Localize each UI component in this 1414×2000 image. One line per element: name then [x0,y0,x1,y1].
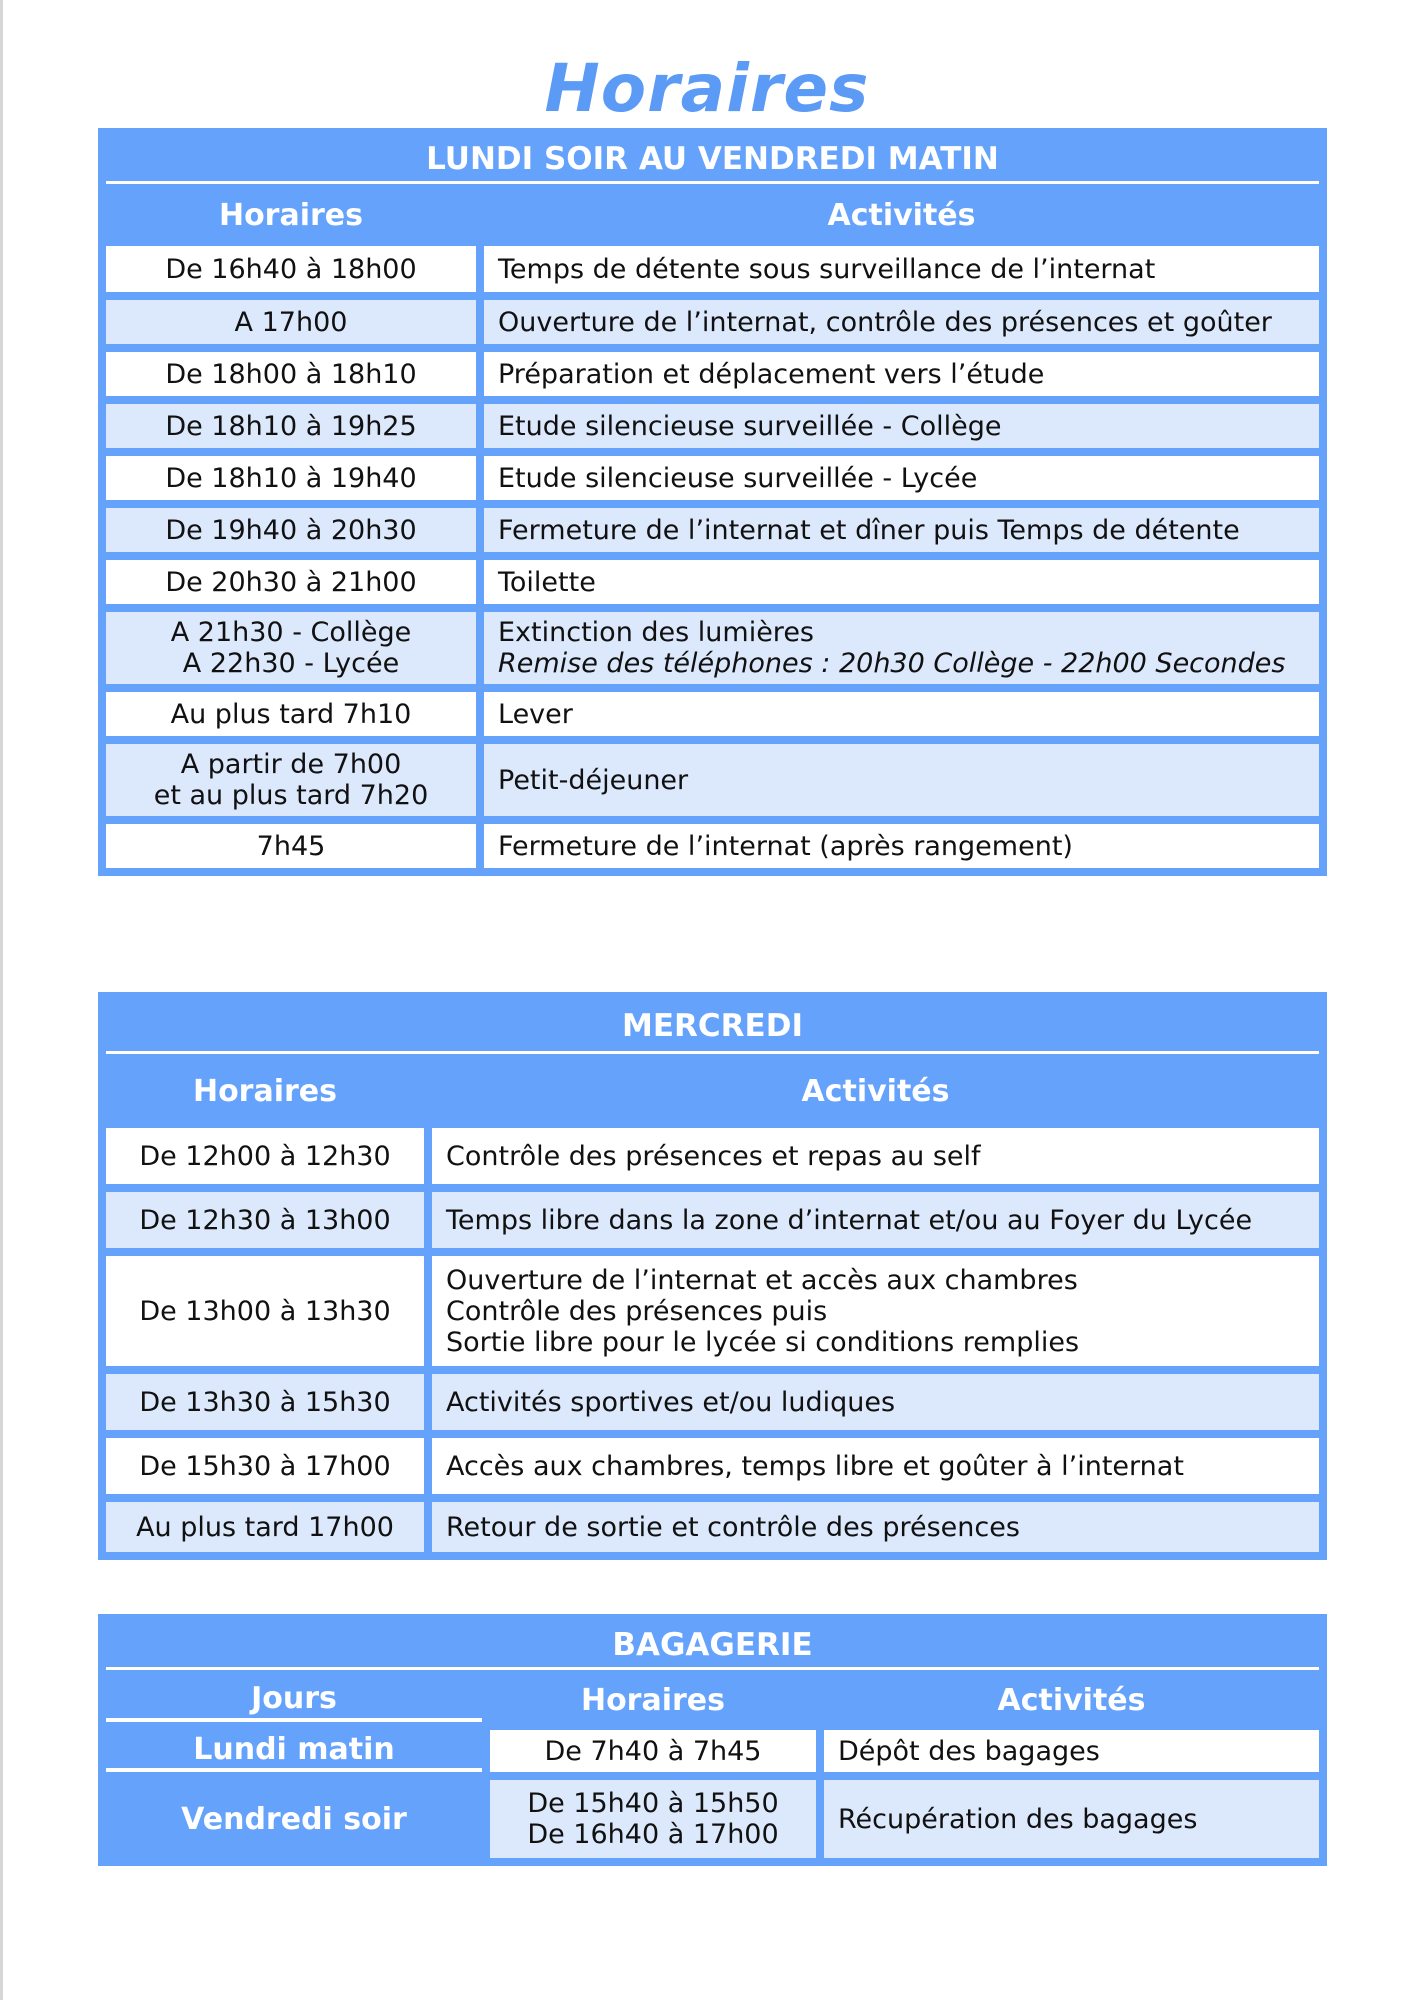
cell-line: A partir de 7h00 [180,749,402,780]
time-cell [106,300,476,344]
table-row [106,560,1319,604]
time-cell [106,246,476,292]
cell-line: et au plus tard 7h20 [153,780,429,811]
day-cell: Vendredi soir [106,1780,482,1858]
time-cell [106,508,476,552]
time-cell [106,560,476,604]
activity-cell [484,744,1319,816]
table-row [106,612,1319,684]
cell-line: Accès aux chambres, temps libre et goûter à l’internat [446,1450,1184,1482]
cell-line: De 16h40 à 17h00 [527,1819,779,1850]
day-cell: Lundi matin [106,1730,482,1772]
cell-line: De 13h30 à 15h30 [139,1386,391,1418]
time-cell [106,744,476,816]
activity-cell [484,404,1319,448]
cell-line: De 18h10 à 19h25 [165,410,417,442]
activity-cell [432,1128,1319,1184]
time-cell [490,1730,816,1772]
week-col-activity: Activités [484,192,1319,238]
page-title: Horaires [544,50,870,127]
cell-line: A 17h00 [234,306,348,338]
time-cell [106,1502,424,1552]
cell-line: 7h45 [256,830,326,862]
cell-line: Ouverture de l’internat et accès aux chambres [446,1264,1078,1296]
activity-cell [484,246,1319,292]
page-edge [0,0,3,2000]
luggage-col-time: Horaires [490,1678,816,1722]
activity-cell [484,612,1319,684]
table-row [106,508,1319,552]
activity-suffix: (après rangement) [819,830,1073,862]
table-row [106,1192,1319,1248]
table-row [106,352,1319,396]
cell-line: De 18h10 à 19h40 [165,462,417,494]
time-cell [106,692,476,736]
cell-line: Etude silencieuse surveillée - Collège [498,410,1002,442]
cell-line: De 12h30 à 13h00 [139,1204,391,1236]
cell-line: Fermeture de l’internat et dîner puis Temps de détente [498,514,1240,546]
time-cell [106,1256,424,1366]
cell-line: Au plus tard 7h10 [170,698,412,730]
activity-cell [484,352,1319,396]
cell-line: De 15h30 à 17h00 [139,1450,391,1482]
table-row [106,456,1319,500]
activity-cell: Récupération des bagages [824,1780,1319,1858]
cell-line: Extinction des lumières [498,617,814,648]
cell-line: Ouverture de l’internat, contrôle des présences et goûter [498,306,1272,338]
activity-cell [432,1192,1319,1248]
table-row [106,404,1319,448]
table-row [106,1780,1319,1858]
cell-line: Toilette [498,566,596,598]
time-cell [490,1780,816,1858]
time-cell [106,1374,424,1430]
activity-cell [432,1256,1319,1366]
cell-line: Fermeture de l’internat [498,830,811,862]
table-row [106,1502,1319,1552]
cell-line: Activités sportives et/ou ludiques [446,1386,896,1418]
table-row [106,824,1319,868]
cell-line: Sortie libre pour le lycée si conditions remplies [446,1326,1080,1358]
time-cell [106,1438,424,1494]
cell-line: Etude silencieuse surveillée - Lycée [498,462,978,494]
cell-line: Au plus tard 17h00 [136,1511,394,1543]
cell-line: Contrôle des présences puis [446,1295,828,1327]
activity-note: Remise des téléphones : 20h30 Collège - 22h00 Secondes [498,648,1286,679]
cell-line: De 15h40 à 15h50 [527,1788,779,1819]
activity-cell: Dépôt des bagages [824,1730,1319,1772]
table-row [106,1730,1319,1772]
cell-line: Temps libre dans la zone d’internat et/ou au Foyer du Lycée [446,1204,1253,1236]
cell-line: A 22h30 - Lycée [182,648,400,679]
cell-line: Temps de détente sous surveillance de l’internat [498,253,1156,285]
cell-line: De 12h00 à 12h30 [139,1140,391,1172]
cell-line: De 20h30 à 21h00 [165,566,417,598]
activity-cell [432,1438,1319,1494]
luggage-table [98,1614,1327,1866]
week-heading: LUNDI SOIR AU VENDREDI MATIN [106,136,1319,184]
cell-line: De 7h40 à 7h45 [544,1735,762,1767]
activity-cell [432,1502,1319,1552]
time-cell [106,1192,424,1248]
table-row [106,246,1319,292]
cell-line: De 16h40 à 18h00 [165,253,417,285]
wednesday-col-time: Horaires [106,1062,424,1120]
week-col-time: Horaires [106,192,476,238]
time-cell [106,824,476,868]
activity-cell [484,300,1319,344]
cell-line: Préparation et déplacement vers l’étude [498,358,1045,390]
table-row [106,744,1319,816]
cell-line: Contrôle des présences et repas au self [446,1140,981,1172]
time-cell [106,404,476,448]
cell-line: De 18h00 à 18h10 [165,358,417,390]
luggage-col-day: Jours [106,1678,482,1722]
table-row [106,692,1319,736]
cell-line: A 21h30 - Collège [170,617,412,648]
cell-line: Lever [498,698,573,730]
activity-cell [484,692,1319,736]
time-cell [106,456,476,500]
time-cell [106,1128,424,1184]
cell-line: De 13h00 à 13h30 [139,1295,391,1327]
activity-cell [432,1374,1319,1430]
cell-line: Petit-déjeuner [498,764,689,796]
table-row [106,1256,1319,1366]
activity-cell [484,456,1319,500]
cell-line: Retour de sortie et contrôle des présences [446,1511,1020,1543]
luggage-col-activity: Activités [824,1678,1319,1722]
time-cell [106,612,476,684]
wednesday-col-activity: Activités [432,1062,1319,1120]
cell-line: De 19h40 à 20h30 [165,514,417,546]
time-cell [106,352,476,396]
table-row [106,300,1319,344]
wednesday-heading: MERCREDI [106,1000,1319,1054]
table-row [106,1374,1319,1430]
activity-cell [484,560,1319,604]
table-row [106,1438,1319,1494]
wednesday-schedule-table [98,992,1327,1560]
activity-cell [484,824,1319,868]
activity-cell [484,508,1319,552]
luggage-heading: BAGAGERIE [106,1622,1319,1670]
table-row [106,1128,1319,1184]
week-schedule-table [98,128,1327,876]
